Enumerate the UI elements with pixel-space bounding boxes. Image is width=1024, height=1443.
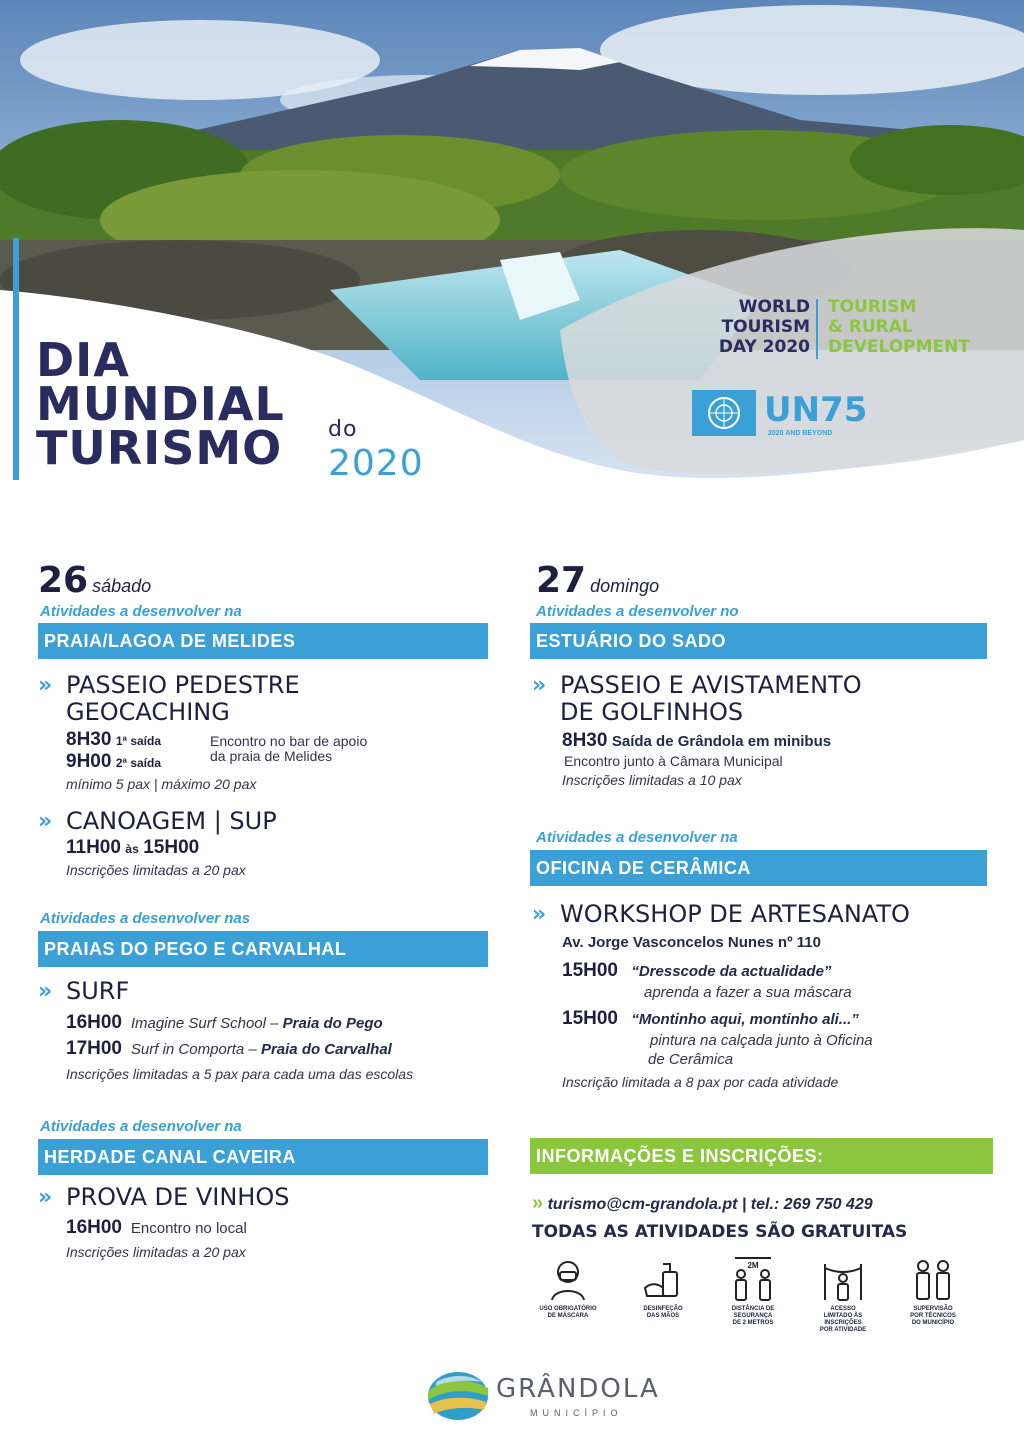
icon-caption: SEGURANÇA (733, 1313, 773, 1319)
day-number: 27 (536, 560, 587, 601)
chevron-icon: » (532, 1192, 544, 1214)
wtd-theme-line: DEVELOPMENT (828, 337, 970, 357)
limit-note: Inscrições limitadas a 20 pax (66, 862, 246, 878)
icon-caption: DESINFEÇÃO (643, 1306, 683, 1312)
un75-logo (692, 390, 878, 436)
activity-title-line: GEOCACHING (66, 698, 230, 726)
meeting-note: da praia de Melides (210, 748, 333, 764)
section-label: Atividades a desenvolver na (536, 829, 738, 846)
icon-caption: DAS MÃOS (646, 1313, 680, 1319)
un-emblem-icon (692, 390, 756, 436)
icon-caption: DO MUNICÍPIO (911, 1320, 955, 1326)
activity-title-line: SURF (66, 977, 130, 1005)
icon-caption: SUPERVISÃO (913, 1306, 953, 1312)
section-band: OFICINA DE CERÂMICA (530, 850, 987, 886)
supervision-icon (909, 1254, 957, 1302)
icon-caption: POR ATIVIDADE (819, 1327, 867, 1333)
title-line-1: DIA (36, 333, 130, 387)
section-band: PRAIAS DO PEGO E CARVALHAL (38, 931, 488, 967)
grandola-logo (426, 1370, 660, 1422)
title-line-2: MUNDIAL (36, 377, 285, 431)
school-name: Imagine Surf School – (130, 1015, 283, 1032)
brand-name: GRÂNDOLA (496, 1374, 660, 1404)
meeting-note: Encontro junto à Câmara Municipal (564, 753, 783, 769)
activity-title (38, 1184, 289, 1211)
day-name: domingo (590, 576, 660, 596)
grandola-emblem-icon (426, 1370, 490, 1422)
activity-title (38, 978, 129, 1005)
meeting-note: Encontro no local (130, 1220, 247, 1237)
address: Av. Jorge Vasconcelos Nunes nº 110 (562, 934, 821, 951)
section-label: Atividades a desenvolver nas (40, 910, 251, 927)
departure-label: 2ª saída (115, 756, 162, 770)
workshop-title: “Dresscode da actualidade” (631, 963, 832, 980)
workshop-title: “Montinho aqui, montinho ali...” (631, 1011, 859, 1028)
section-label: Atividades a desenvolver na (40, 603, 242, 620)
section-label: Atividades a desenvolver na (40, 1118, 242, 1135)
time: 16H00 (66, 1012, 122, 1033)
activity-title (38, 672, 300, 726)
icon-caption: POR TÉCNICOS (910, 1313, 956, 1319)
activity-title (532, 672, 862, 726)
distance-icon (729, 1254, 777, 1302)
time: 11H00 (66, 837, 121, 858)
limit-note: mínimo 5 pax | máximo 20 pax (66, 776, 257, 792)
time: 8H30 (562, 730, 608, 751)
icon-caption: DE MÁSCARA (547, 1313, 589, 1319)
activity-title-line: PASSEIO E AVISTAMENTO (560, 671, 862, 699)
section-band: PRAIA/LAGOA DE MELIDES (38, 623, 488, 659)
beach-name: Praia do Pego (282, 1015, 383, 1032)
departure-label: 1ª saída (115, 734, 162, 748)
time: 15H00 (143, 837, 200, 858)
departure-detail: Saída de Grândola em minibus (611, 733, 832, 750)
page-title (36, 333, 424, 484)
icon-caption: INSCRIÇÕES (824, 1320, 862, 1326)
day-number: 26 (38, 560, 89, 601)
un75-subtext: 2020 AND BEYOND (768, 430, 833, 437)
meeting-note: Encontro no bar de apoio (210, 733, 368, 749)
activity-title-line: PROVA DE VINHOS (66, 1183, 290, 1211)
safety-item-supervision (898, 1254, 968, 1327)
activity-title-line: DE GOLFINHOS (560, 698, 744, 726)
title-year: 2020 (328, 443, 424, 484)
contact-info[interactable]: turismo@cm-grandola.pt | tel.: 269 750 429 (547, 1196, 873, 1213)
time-separator: às (125, 842, 139, 856)
icon-caption: LIMITADO ÀS (823, 1313, 863, 1319)
time: 17H00 (66, 1038, 122, 1059)
wtd-theme-line: TOURISM (828, 297, 917, 317)
time: 15H00 (562, 960, 618, 981)
chevron-icon: » (38, 979, 53, 1004)
accent-bar (13, 238, 19, 480)
limit-note: Inscrição limitada a 8 pax por cada atividade (562, 1074, 839, 1090)
chevron-icon: » (38, 809, 53, 834)
mask-icon (548, 1258, 588, 1302)
safety-item-sanitizer (628, 1258, 698, 1320)
activity-title-line: CANOAGEM | SUP (66, 807, 277, 835)
icon-caption: ACESSO (830, 1306, 856, 1312)
wtd-line: DAY 2020 (718, 337, 810, 357)
safety-item-access (808, 1258, 878, 1334)
workshop-note: de Cerâmica (648, 1051, 734, 1068)
limited-access-icon (819, 1258, 867, 1302)
un75-text: UN75 (764, 390, 868, 430)
info-band: INFORMAÇÕES E INSCRIÇÕES: (530, 1138, 993, 1174)
limit-note: Inscrições limitadas a 20 pax (66, 1244, 246, 1260)
workshop-note: aprenda a fazer a sua máscara (644, 984, 852, 1001)
icon-caption: DE 2 METROS (732, 1320, 774, 1326)
section-band: HERDADE CANAL CAVEIRA (38, 1139, 488, 1175)
activity-title (532, 901, 910, 928)
wtd-line: WORLD (738, 297, 810, 317)
brand-sub: MUNICÍPIO (530, 1408, 623, 1418)
chevron-icon: » (38, 673, 53, 698)
section-band: ESTUÁRIO DO SADO (530, 623, 987, 659)
chevron-icon: » (532, 673, 547, 698)
hand-sanitizer-icon (643, 1258, 683, 1302)
limit-note: Inscrições limitadas a 5 pax para cada uma das escolas (66, 1066, 414, 1082)
wtd-theme-line: & RURAL (828, 317, 913, 337)
icon-caption: USO OBRIGATÓRIO (539, 1306, 597, 1312)
icon-caption: DISTÂNCIA DE (731, 1306, 775, 1312)
time: 8H30 (66, 729, 112, 750)
svg-text:2M: 2M (747, 1261, 759, 1270)
activity-title (38, 808, 277, 835)
logo-divider (816, 299, 818, 359)
beach-name: Praia do Carvalhal (260, 1041, 392, 1058)
title-do: do (328, 417, 358, 442)
limit-note: Inscrições limitadas a 10 pax (562, 772, 742, 788)
section-label: Atividades a desenvolver no (536, 603, 739, 620)
safety-item-mask (533, 1258, 603, 1320)
chevron-icon: » (38, 1185, 53, 1210)
time: 9H00 (66, 751, 112, 772)
chevron-icon: » (532, 902, 547, 927)
safety-item-distance (718, 1254, 788, 1327)
title-line-3: TURISMO (36, 421, 283, 475)
activity-title-line: PASSEIO PEDESTRE (66, 671, 300, 699)
time: 16H00 (66, 1217, 122, 1238)
wtd-line: TOURISM (721, 317, 810, 337)
day-name: sábado (92, 576, 152, 596)
school-name: Surf in Comporta – (130, 1041, 261, 1058)
time: 15H00 (562, 1008, 618, 1029)
workshop-note: pintura na calçada junto à Oficina (650, 1032, 873, 1049)
activity-title-line: WORKSHOP DE ARTESANATO (560, 900, 910, 928)
free-notice: TODAS AS ATIVIDADES SÃO GRATUITAS (532, 1222, 908, 1242)
